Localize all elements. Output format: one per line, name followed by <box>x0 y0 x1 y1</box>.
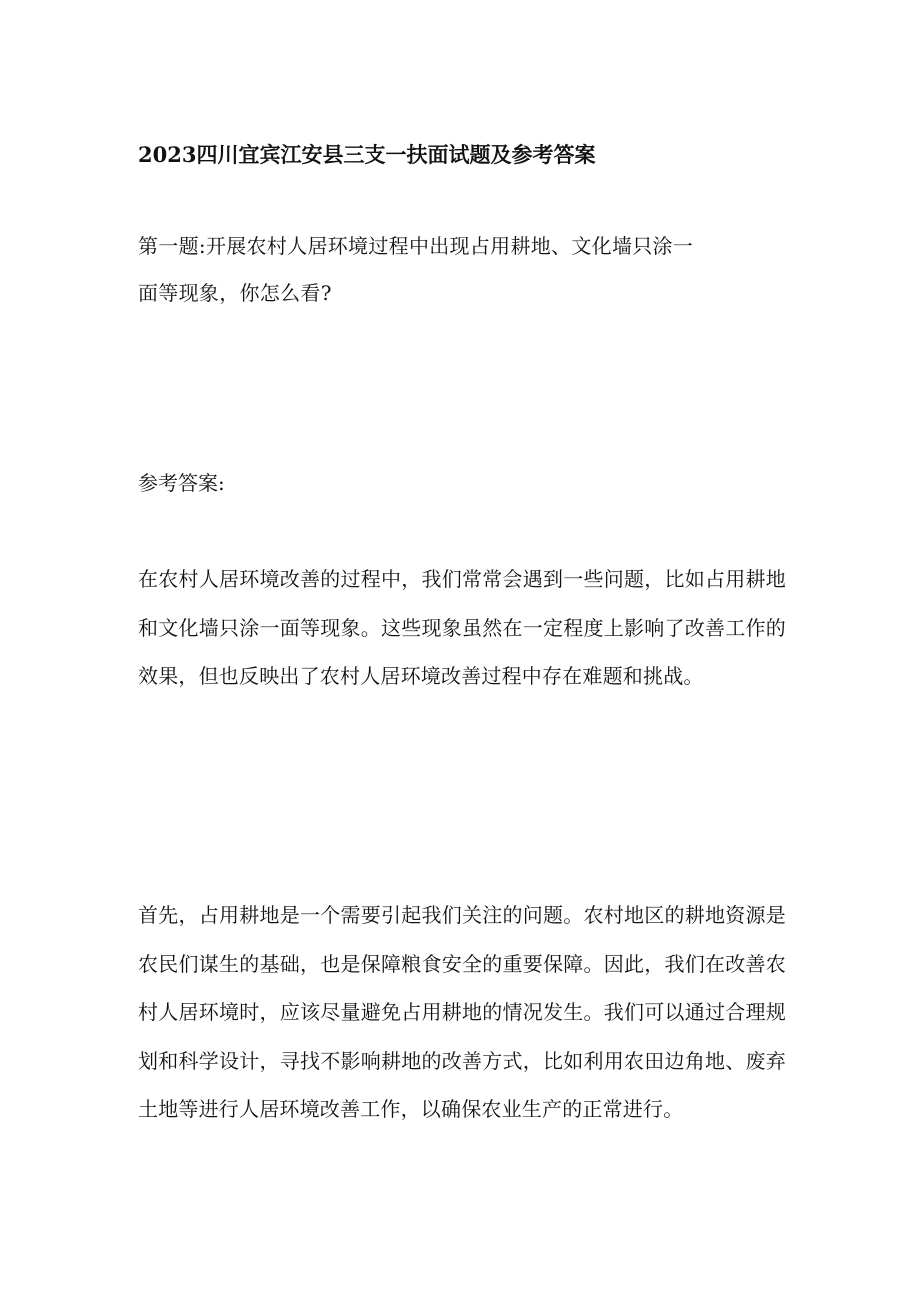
answer-label: 参考答案: <box>138 471 225 495</box>
question-line-2: 面等现象，你怎么看? <box>138 281 332 305</box>
question-text <box>138 223 778 317</box>
document-title: 2023四川宜宾江安县三支一扶面试题及参考答案 <box>138 142 596 167</box>
answer-paragraph-2: 首先，占用耕地是一个需要引起我们关注的问题。农村地区的耕地资源是农民们谋生的基础，也是保障粮食安全的重要保障。因此，我们在改善农村人居环境时，应该尽量避免占用耕地的情况发生。我们可以通过合理规划和科学设计，寻找不影响耕地的改善方式，比如利用农田边角地、废弃土地等进行人居环境改善工作，以确保农业生产的正常进行。 <box>138 903 786 1122</box>
question-line-1: 第一题:开展农村人居环境过程中出现占用耕地、文化墙只涂一 <box>138 234 694 258</box>
answer-paragraph-1: 在农村人居环境改善的过程中，我们常常会遇到一些问题，比如占用耕地和文化墙只涂一面等现象。这些现象虽然在一定程度上影响了改善工作的效果，但也反映出了农村人居环境改善过程中存在难题和挑战。 <box>138 567 786 689</box>
